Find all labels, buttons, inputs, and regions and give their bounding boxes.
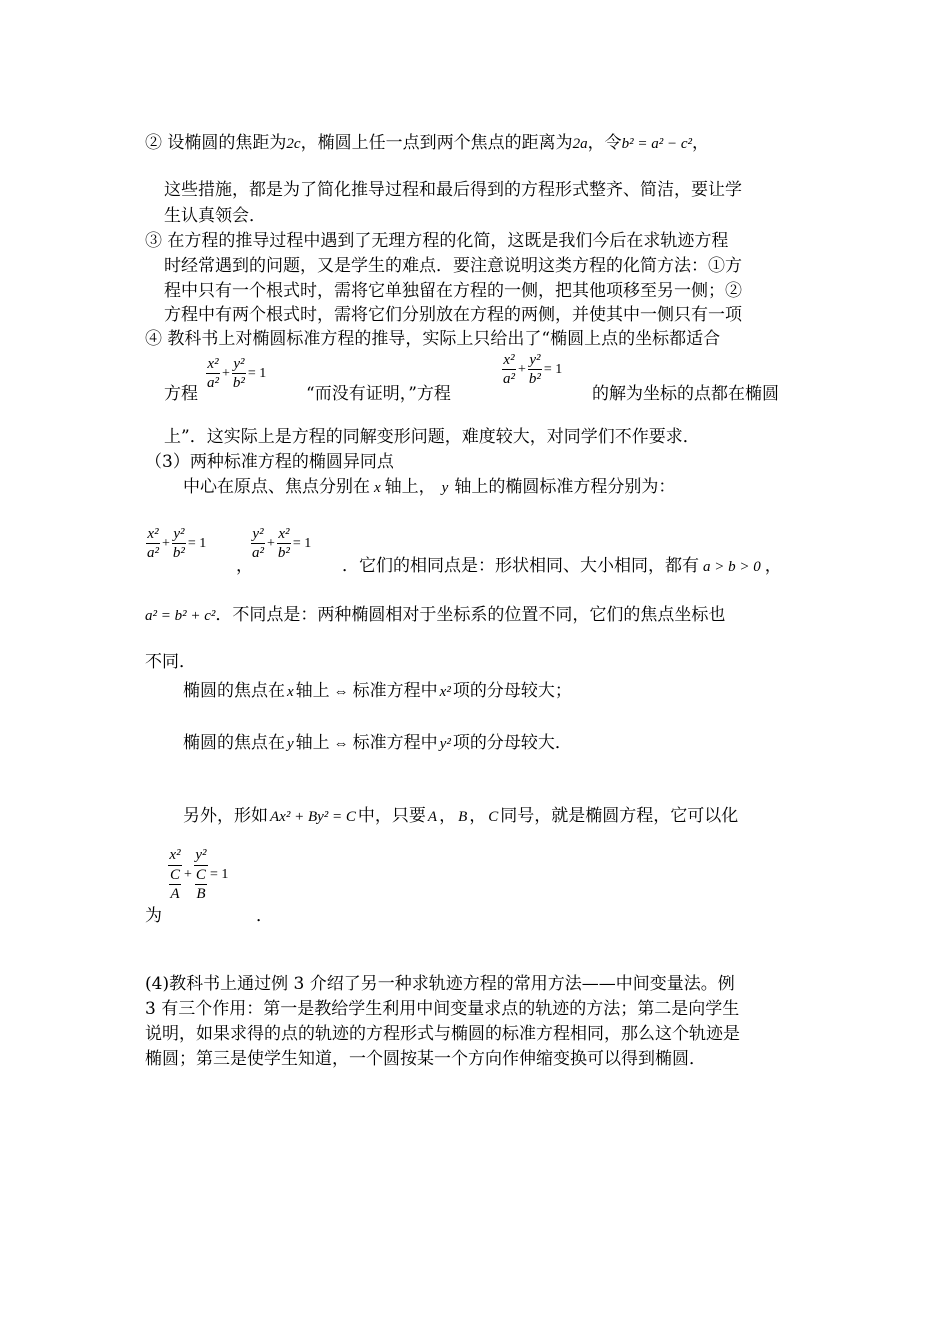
text: 的解为坐标的点都在椭圆: [592, 384, 779, 404]
line: 3 有三个作用：第一是教给学生利用中间变量求点的轨迹的方法；第二是向学生: [145, 999, 740, 1019]
line-axes: 中心在原点、焦点分别在 x 轴上， y 轴上的椭圆标准方程分别为：: [183, 477, 676, 497]
line-relation: a² = b² + c²．不同点是：两种椭圆相对于坐标系的位置不同，它们的焦点坐标也: [145, 605, 726, 625]
text: 方程: [164, 384, 198, 404]
text: ．: [256, 906, 273, 926]
text: ，: [236, 556, 253, 576]
line: 椭圆；第三是使学生知道，一个圆按某一个方向作伸缩变换可以得到椭圆．: [145, 1049, 706, 1069]
text: ，令: [587, 133, 622, 153]
line: 方程中有两个根式时，需将它们分别放在方程的两侧，并使其中一侧只有一项: [164, 305, 742, 325]
section-heading: （3）两种标准方程的椭圆异同点: [145, 452, 394, 472]
line-focus-x: 椭圆的焦点在 x 轴上 ⇔ 标准方程中 x² 项的分母较大；: [183, 681, 572, 701]
normalized-equation: $\frac{\text{x²}}{\frac{C}{A}}$ + $\frac{\text{y²}}{\frac{C}{B}}$ = 1: [169, 847, 229, 902]
line: 生认真领会．: [164, 206, 266, 226]
line: ③ 在方程的推导过程中遇到了无理方程的化简，这既是我们今后在求轨迹方程: [145, 231, 729, 251]
text: 为: [145, 906, 162, 926]
line: 上”．这实际上是方程的同解变形问题，难度较大，对同学们不作要求．: [164, 427, 700, 447]
ellipse-equation-2: $\frac{\text{x²}}{\text{a²}}$ + $\frac{\text{y²}}{\text{b²}}$ = 1: [503, 352, 563, 387]
line: 这些措施，都是为了简化推导过程和最后得到的方程形式整齐、简洁，要让学: [164, 180, 742, 200]
text: “而没有证明，”方程: [306, 384, 451, 404]
text: ，椭圆上任一点到两个焦点的距离为: [300, 133, 573, 153]
line: 时经常遇到的问题，又是学生的难点．要注意说明这类方程的化简方法：①方: [164, 256, 742, 276]
math-2c: 2c: [286, 136, 301, 152]
line-common: ．它们的相同点是：形状相同、大小相同，都有 a > b > 0 ，: [342, 556, 782, 576]
line: 说明，如果求得的点的轨迹的方程形式与椭圆的标准方程相同，那么这个轨迹是: [145, 1024, 740, 1044]
math-b2-relation: b² = a² − c²: [621, 136, 692, 152]
line: 不同．: [145, 652, 196, 672]
math-2a: 2a: [572, 136, 588, 152]
line: (4)教科书上通过例 3 介绍了另一种求轨迹方程的常用方法——中间变量法。例: [145, 974, 735, 994]
line-focal-distance: [145, 133, 709, 154]
ellipse-equation-1: $\frac{\text{x²}}{\text{a²}}$ + $\frac{\text{y²}}{\text{b²}}$ = 1: [207, 356, 267, 391]
standard-equation-x: $\frac{\text{x²}}{\text{a²}}$ + $\frac{\text{y²}}{\text{b²}}$ = 1: [147, 526, 207, 561]
line-focus-y: 椭圆的焦点在 y 轴上 ⇔ 标准方程中 y² 项的分母较大．: [183, 733, 572, 753]
line-general-form: 另外，形如 Ax² + By² = C 中，只要 A ， B ， C 同号，就是椭圆方程，它可以化: [183, 806, 739, 826]
standard-equation-y: $\frac{\text{y²}}{\text{a²}}$ + $\frac{\text{x²}}{\text{b²}}$ = 1: [252, 526, 312, 561]
line: 程中只有一个根式时，需将它单独留在方程的一侧，把其他项移至另一侧；②: [164, 281, 742, 301]
text: ，: [691, 133, 709, 153]
text: ② 设椭圆的焦距为: [145, 133, 287, 153]
line: ④ 教科书上对椭圆标准方程的推导，实际上只给出了“椭圆上点的坐标都适合: [145, 329, 721, 349]
